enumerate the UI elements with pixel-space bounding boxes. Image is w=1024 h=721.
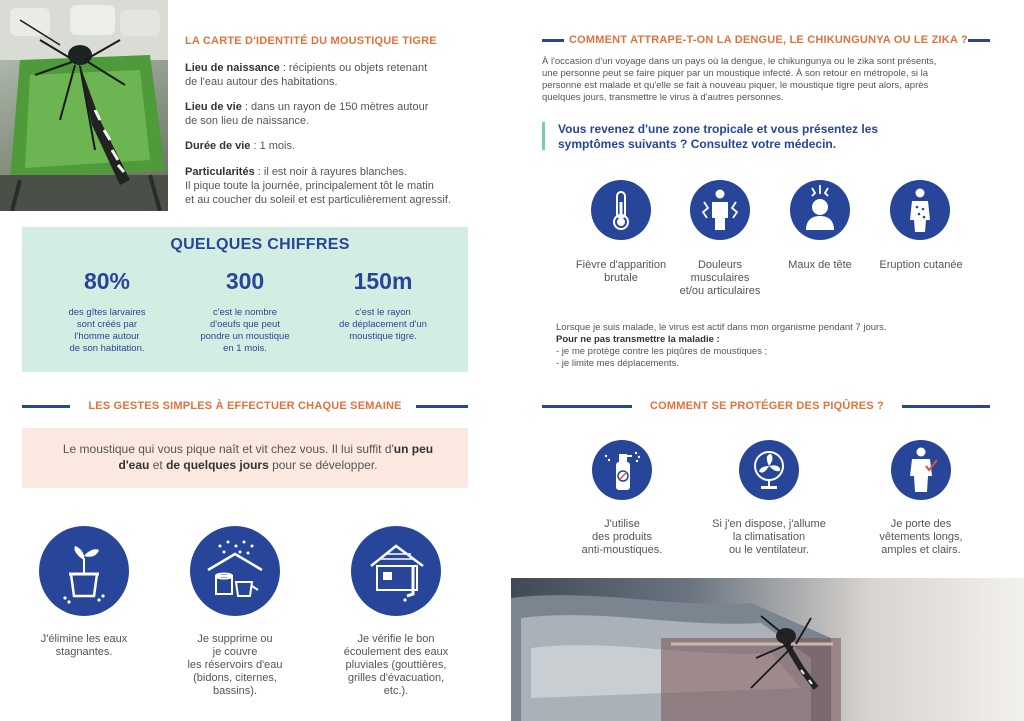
body-pain-icon [690, 180, 750, 240]
gesture-caption-3: Je vérifie le bon écoulement des eaux pluviales (gouttières, grilles d'évacuation, etc.). [343, 633, 449, 697]
transmission-rule-left [542, 39, 564, 42]
traits-line-2: Il pique toute la journée, principalement tôt le matin [185, 180, 434, 192]
symptom-caption-2: Douleurs musculaires et/ou articulaires [679, 259, 761, 297]
repellent-spray-icon [592, 440, 652, 500]
birth-line-2: de l'eau autour des habitations. [185, 76, 338, 88]
traits-label: Particularités [185, 166, 255, 178]
symptom-caption-3: Maux de tête [788, 259, 852, 271]
identity-title: LA CARTE D'IDENTITÉ DU MOUSTIQUE TIGRE [185, 35, 437, 47]
duration-text: : 1 mois. [250, 140, 296, 152]
particularities [185, 165, 505, 207]
life-line-1: : dans un rayon de 150 mètres autour [241, 101, 429, 113]
life-place [185, 100, 485, 128]
house-rain-icon [190, 526, 280, 616]
mosquito-on-chair-photo [0, 0, 168, 211]
headache-icon [790, 180, 850, 240]
protection-rule-right [902, 405, 990, 408]
fan-icon [739, 440, 799, 500]
callout-bar [542, 122, 545, 150]
stat-value-2: 300 [225, 268, 265, 294]
life-label: Lieu de vie [185, 101, 242, 113]
traits-line-3: et au coucher du soleil et est particulièrement agressif. [185, 194, 451, 206]
rash-icon [890, 180, 950, 240]
plant-pot-icon [39, 526, 129, 616]
sick-text: Lorsque je suis malade, le virus est actif dans mon organisme pendant 7 jours. Pour ne pas transmettre la maladie : - je me protège contre les piqûres de moustiques ; - je limite mes déplacements. [556, 322, 887, 369]
mosquito-on-suitcase-photo [511, 578, 1024, 721]
gesture-caption-1: J'élimine les eaux stagnantes. [40, 633, 128, 658]
protection-caption-3: Je porte des vêtements longs, amples et clairs. [879, 518, 963, 556]
birth-place [185, 61, 485, 89]
protection-rule-left [542, 405, 632, 408]
transmission-text: À l'occasion d'un voyage dans un pays où la dengue, le chikungunya ou le zika sont présents, une personne peut se faire piquer par un moustique infecté. À son retour en métropole, si la personne est malade et qu'elle se fait à nouveau piquer, le moustique tigre peut alors, après quelques jours, transmettre le virus à d'autres personnes. [542, 56, 937, 103]
protection-title: COMMENT SE PROTÉGER DES PIQÛRES ? [650, 400, 884, 412]
stat-value-1: 80% [83, 268, 131, 294]
birth-label: Lieu de naissance [185, 62, 280, 74]
protection-caption-2: Si j'en dispose, j'allume la climatisation ou le ventilateur. [712, 518, 826, 556]
symptom-caption-1: Fièvre d'apparition brutale [575, 259, 667, 284]
gestures-rule-left [22, 405, 70, 408]
birth-line-1: : récipients ou objets retenant [279, 62, 428, 74]
figures-title: QUELQUES CHIFFRES [170, 236, 350, 253]
life-duration [185, 139, 485, 153]
protection-caption-1: J'utilise des produits anti-moustiques. [581, 518, 663, 556]
gestures-title: LES GESTES SIMPLES À EFFECTUER CHAQUE SEMAINE [88, 400, 402, 412]
symptoms-callout: Vous revenez d'une zone tropicale et vous présentez les symptômes suivants ? Consultez votre médecin. [558, 122, 879, 151]
stat-value-3: 150m [353, 268, 413, 294]
transmission-rule-right [968, 39, 990, 42]
long-clothes-icon [891, 440, 951, 500]
stat-caption-1: des gîtes larvaires sont créés par l'homme autour de son habitation. [68, 307, 146, 354]
gestures-intro: Le moustique qui vous pique naît et vit chez vous. Il lui suffit d'un peu d'eau et de quelques jours pour se développer. [62, 442, 434, 472]
life-line-2: de son lieu de naissance. [185, 115, 310, 127]
symptom-caption-4: Eruption cutanée [879, 259, 963, 271]
gestures-rule-right [416, 405, 468, 408]
duration-label: Durée de vie [185, 140, 251, 152]
traits-line-1: : il est noir à rayures blanches. [254, 166, 407, 178]
stat-caption-2: c'est le nombre d'oeufs que peut pondre un moustique en 1 mois. [200, 307, 290, 354]
gutter-icon [351, 526, 441, 616]
gesture-caption-2: Je supprime ou je couvre les réservoirs d'eau (bidons, citernes, bassins). [187, 633, 283, 697]
thermometer-icon [591, 180, 651, 240]
stat-caption-3: c'est le rayon de déplacement d'un moustique tigre. [339, 307, 427, 342]
transmission-title: COMMENT ATTRAPE-T-ON LA DENGUE, LE CHIKUNGUNYA OU LE ZIKA ? [569, 34, 968, 46]
